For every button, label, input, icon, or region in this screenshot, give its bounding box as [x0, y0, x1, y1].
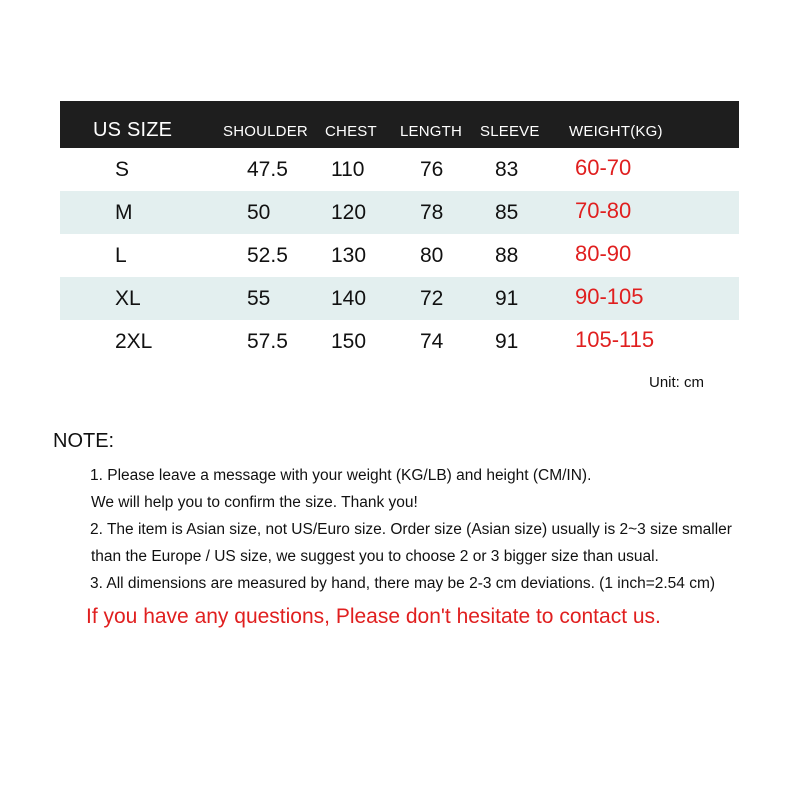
- table-header: [60, 101, 739, 148]
- cell-weight: 60-70: [575, 155, 632, 180]
- cell-chest: 120: [331, 201, 367, 224]
- header-chest: CHEST: [325, 123, 377, 140]
- cell-shoulder: 52.5: [247, 244, 288, 267]
- cell-length: 80: [420, 244, 444, 267]
- note-item: 3. All dimensions are measured by hand, there may be 2-3 cm deviations. (1 inch=2.54 cm): [90, 575, 716, 592]
- cell-length: 72: [420, 287, 444, 310]
- note-item: 1. Please leave a message with your weight (KG/LB) and height (CM/IN).: [90, 467, 592, 484]
- cell-sleeve: 85: [495, 201, 519, 224]
- cell-shoulder: 50: [247, 201, 271, 224]
- cell-size: M: [115, 201, 133, 224]
- note-item: 2. The item is Asian size, not US/Euro size. Order size (Asian size) usually is 2~3 size smaller: [90, 521, 732, 538]
- table-row: [60, 148, 739, 191]
- header-sleeve: SLEEVE: [480, 123, 540, 140]
- header-length: LENGTH: [400, 123, 463, 140]
- note-title: NOTE:: [53, 430, 115, 452]
- contact-message: If you have any questions, Please don't hesitate to contact us.: [86, 605, 661, 628]
- cell-weight: 90-105: [575, 284, 644, 309]
- cell-sleeve: 91: [495, 330, 519, 353]
- table-row: [60, 234, 739, 277]
- note-item: than the Europe / US size, we suggest you to choose 2 or 3 bigger size than usual.: [91, 548, 659, 565]
- cell-shoulder: 55: [247, 287, 271, 310]
- size-chart-table: [60, 101, 739, 363]
- cell-chest: 150: [331, 330, 367, 353]
- cell-size: S: [115, 158, 130, 181]
- cell-weight: 105-115: [575, 327, 655, 352]
- cell-chest: 130: [331, 244, 367, 267]
- cell-chest: 140: [331, 287, 367, 310]
- header-shoulder: SHOULDER: [223, 123, 308, 140]
- cell-length: 74: [420, 330, 444, 353]
- table-row: [60, 277, 739, 320]
- cell-size: XL: [115, 287, 141, 310]
- cell-sleeve: 88: [495, 244, 519, 267]
- table-row: [60, 191, 739, 234]
- cell-length: 76: [420, 158, 444, 181]
- cell-shoulder: 47.5: [247, 158, 288, 181]
- cell-sleeve: 91: [495, 287, 519, 310]
- header-weight: WEIGHT(KG): [569, 123, 663, 140]
- cell-shoulder: 57.5: [247, 330, 288, 353]
- cell-sleeve: 83: [495, 158, 519, 181]
- note-item: We will help you to confirm the size. Thank you!: [91, 494, 418, 511]
- header-us-size: US SIZE: [93, 119, 173, 141]
- table-row: [60, 320, 739, 363]
- cell-weight: 80-90: [575, 241, 632, 266]
- cell-weight: 70-80: [575, 198, 632, 223]
- cell-length: 78: [420, 201, 444, 224]
- unit-label: Unit: cm: [649, 374, 705, 391]
- cell-size: 2XL: [115, 330, 153, 353]
- cell-size: L: [115, 244, 127, 267]
- cell-chest: 110: [331, 158, 365, 181]
